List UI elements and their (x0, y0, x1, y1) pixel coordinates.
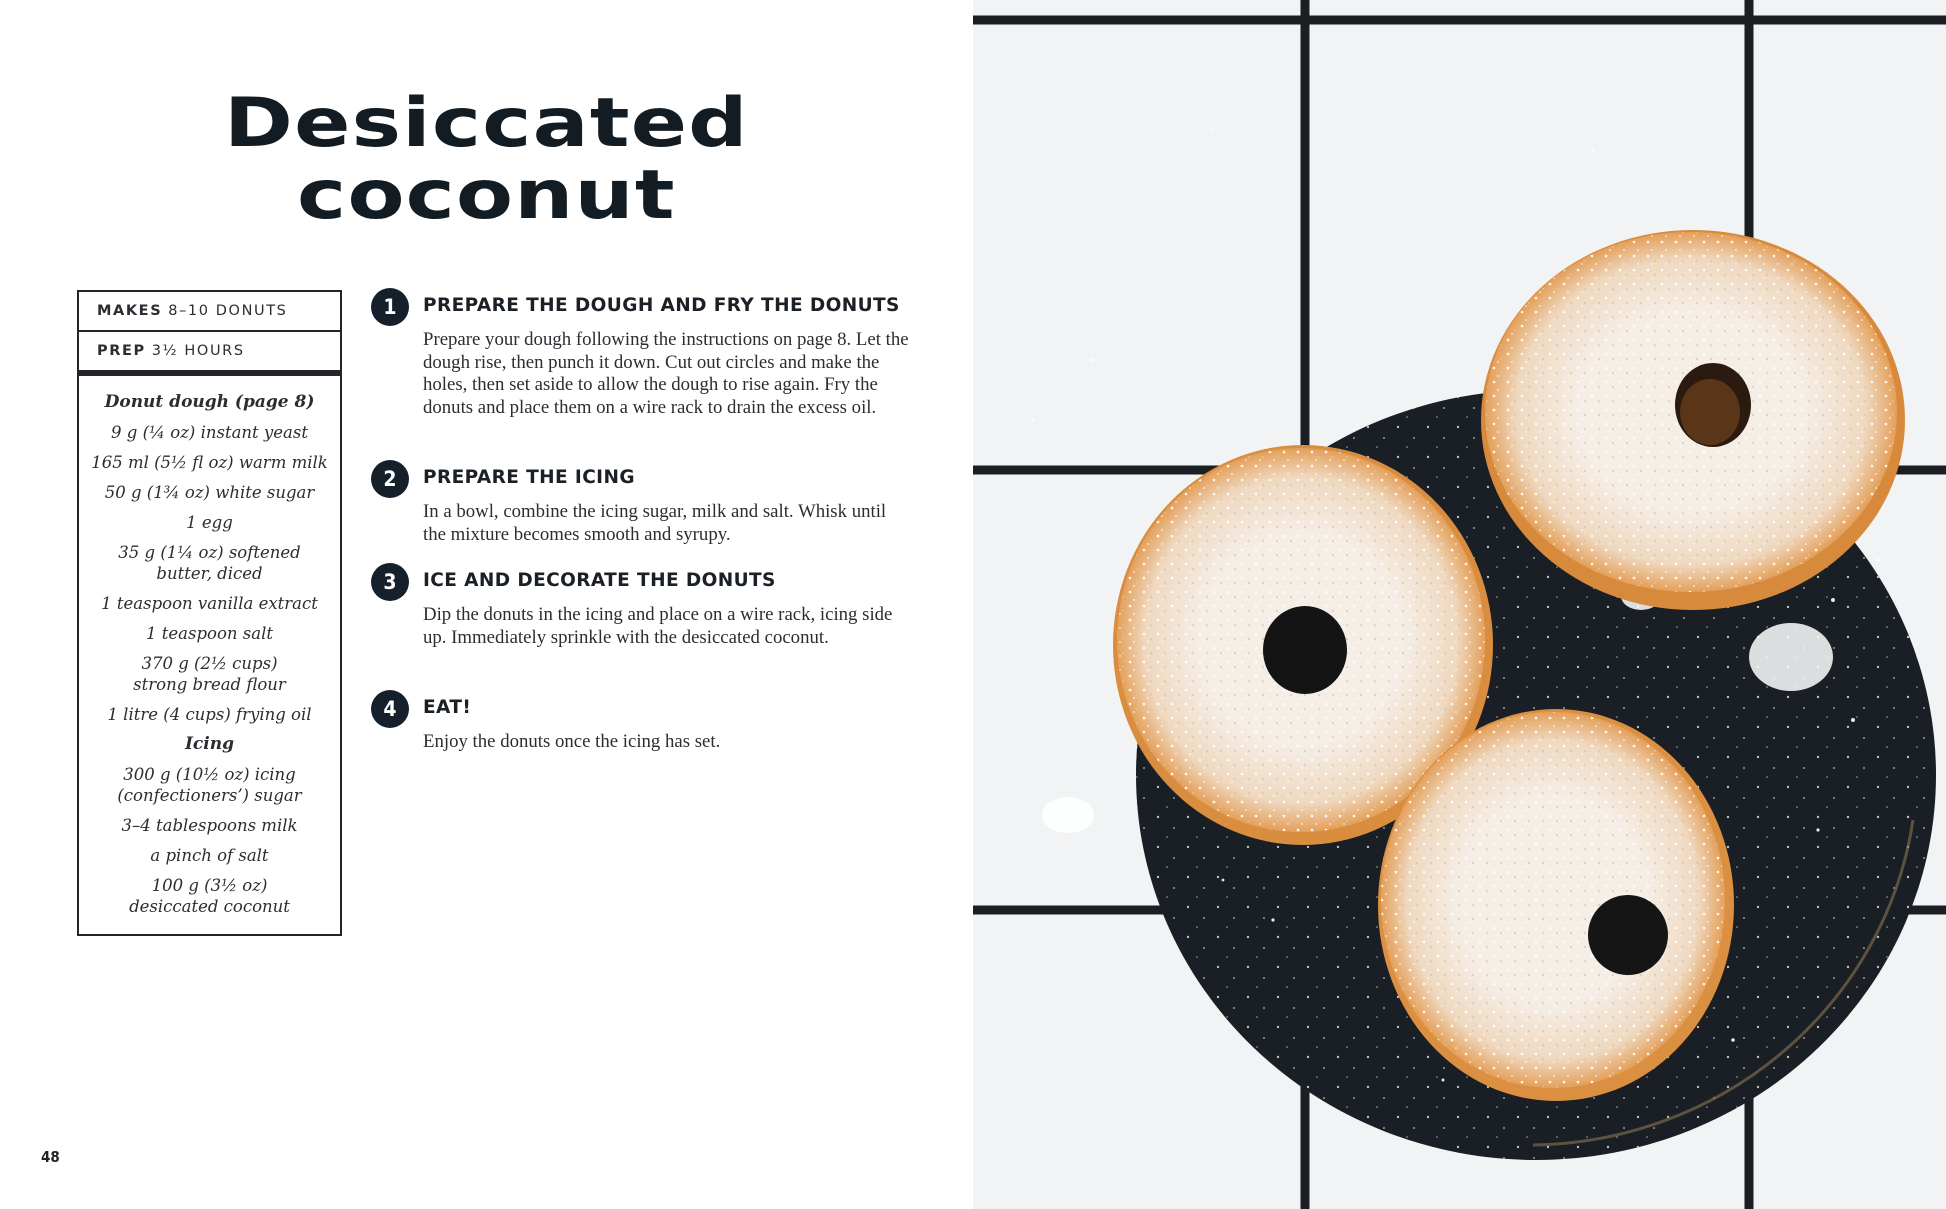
ingredient-item: 1 teaspoon salt (146, 624, 273, 643)
ingredient-item: 100 g (3½ oz) desiccated coconut (129, 876, 290, 916)
step-number: 1 (371, 288, 409, 326)
donut-bottom (1378, 709, 1734, 1101)
ingredients-box (77, 290, 342, 936)
step-number: 2 (371, 460, 409, 498)
step-body: Dip the donuts in the icing and place on a wire rack, icing side up. Immediately sprinkle with the desiccated coconut. (423, 604, 893, 648)
step-number: 4 (371, 690, 409, 728)
ingredient-item: 50 g (1¾ oz) white sugar (104, 483, 315, 502)
makes-label: MAKES (97, 303, 163, 319)
prep-label: PREP (97, 343, 146, 359)
ingredient-item: 300 g (10½ oz) icing (confectioners’) sugar (117, 765, 302, 805)
step-body: Prepare your dough following the instructions on page 8. Let the dough rise, then punch it down. Cut out circles and make the holes, then set aside to allow the dough to rise again. Fry the donuts and place them on a wire rack to drain the excess oil. (423, 329, 909, 419)
ingredient-item: 1 egg (186, 513, 233, 532)
ingredient-item: a pinch of salt (150, 846, 269, 865)
ingredient-item: 1 teaspoon vanilla extract (101, 594, 318, 613)
step-title: PREPARE THE ICING (423, 467, 635, 488)
title-line-2: coconut (297, 156, 676, 235)
ingredient-item: 370 g (2½ cups) strong bread flour (133, 654, 286, 694)
step-title: ICE AND DECORATE THE DONUTS (423, 570, 776, 591)
ingredient-item: 3–4 tablespoons milk (121, 816, 298, 835)
photo-illustration (973, 0, 1946, 1209)
title-line-1: Desiccated (223, 84, 749, 163)
page-number: 48 (41, 1148, 60, 1166)
donut-top-right (1481, 230, 1905, 610)
step-body: Enjoy the donuts once the icing has set. (423, 731, 721, 752)
recipe-title (0, 84, 1080, 235)
prep-row (79, 332, 340, 376)
ingredient-heading: Donut dough (page 8) (104, 392, 315, 412)
step-title: EAT! (423, 697, 472, 718)
ingredient-item: 1 litre (4 cups) frying oil (107, 705, 312, 724)
makes-value: 8–10 DONUTS (168, 303, 288, 319)
ingredient-item: 35 g (1¼ oz) softened butter, diced (118, 543, 301, 583)
prep-value: 3½ HOURS (151, 343, 245, 359)
makes-row (79, 292, 340, 332)
ingredient-item: 165 ml (5½ fl oz) warm milk (91, 453, 328, 472)
step-body: In a bowl, combine the icing sugar, milk and salt. Whisk until the mixture becomes smooth and syrupy. (423, 501, 887, 545)
ingredient-heading: Icing (184, 734, 234, 754)
donut-photo (973, 0, 1946, 1209)
step-number: 3 (371, 563, 409, 601)
ingredient-item: 9 g (¼ oz) instant yeast (111, 423, 308, 442)
step-title: PREPARE THE DOUGH AND FRY THE DONUTS (423, 295, 900, 316)
ingredient-list (79, 376, 340, 917)
